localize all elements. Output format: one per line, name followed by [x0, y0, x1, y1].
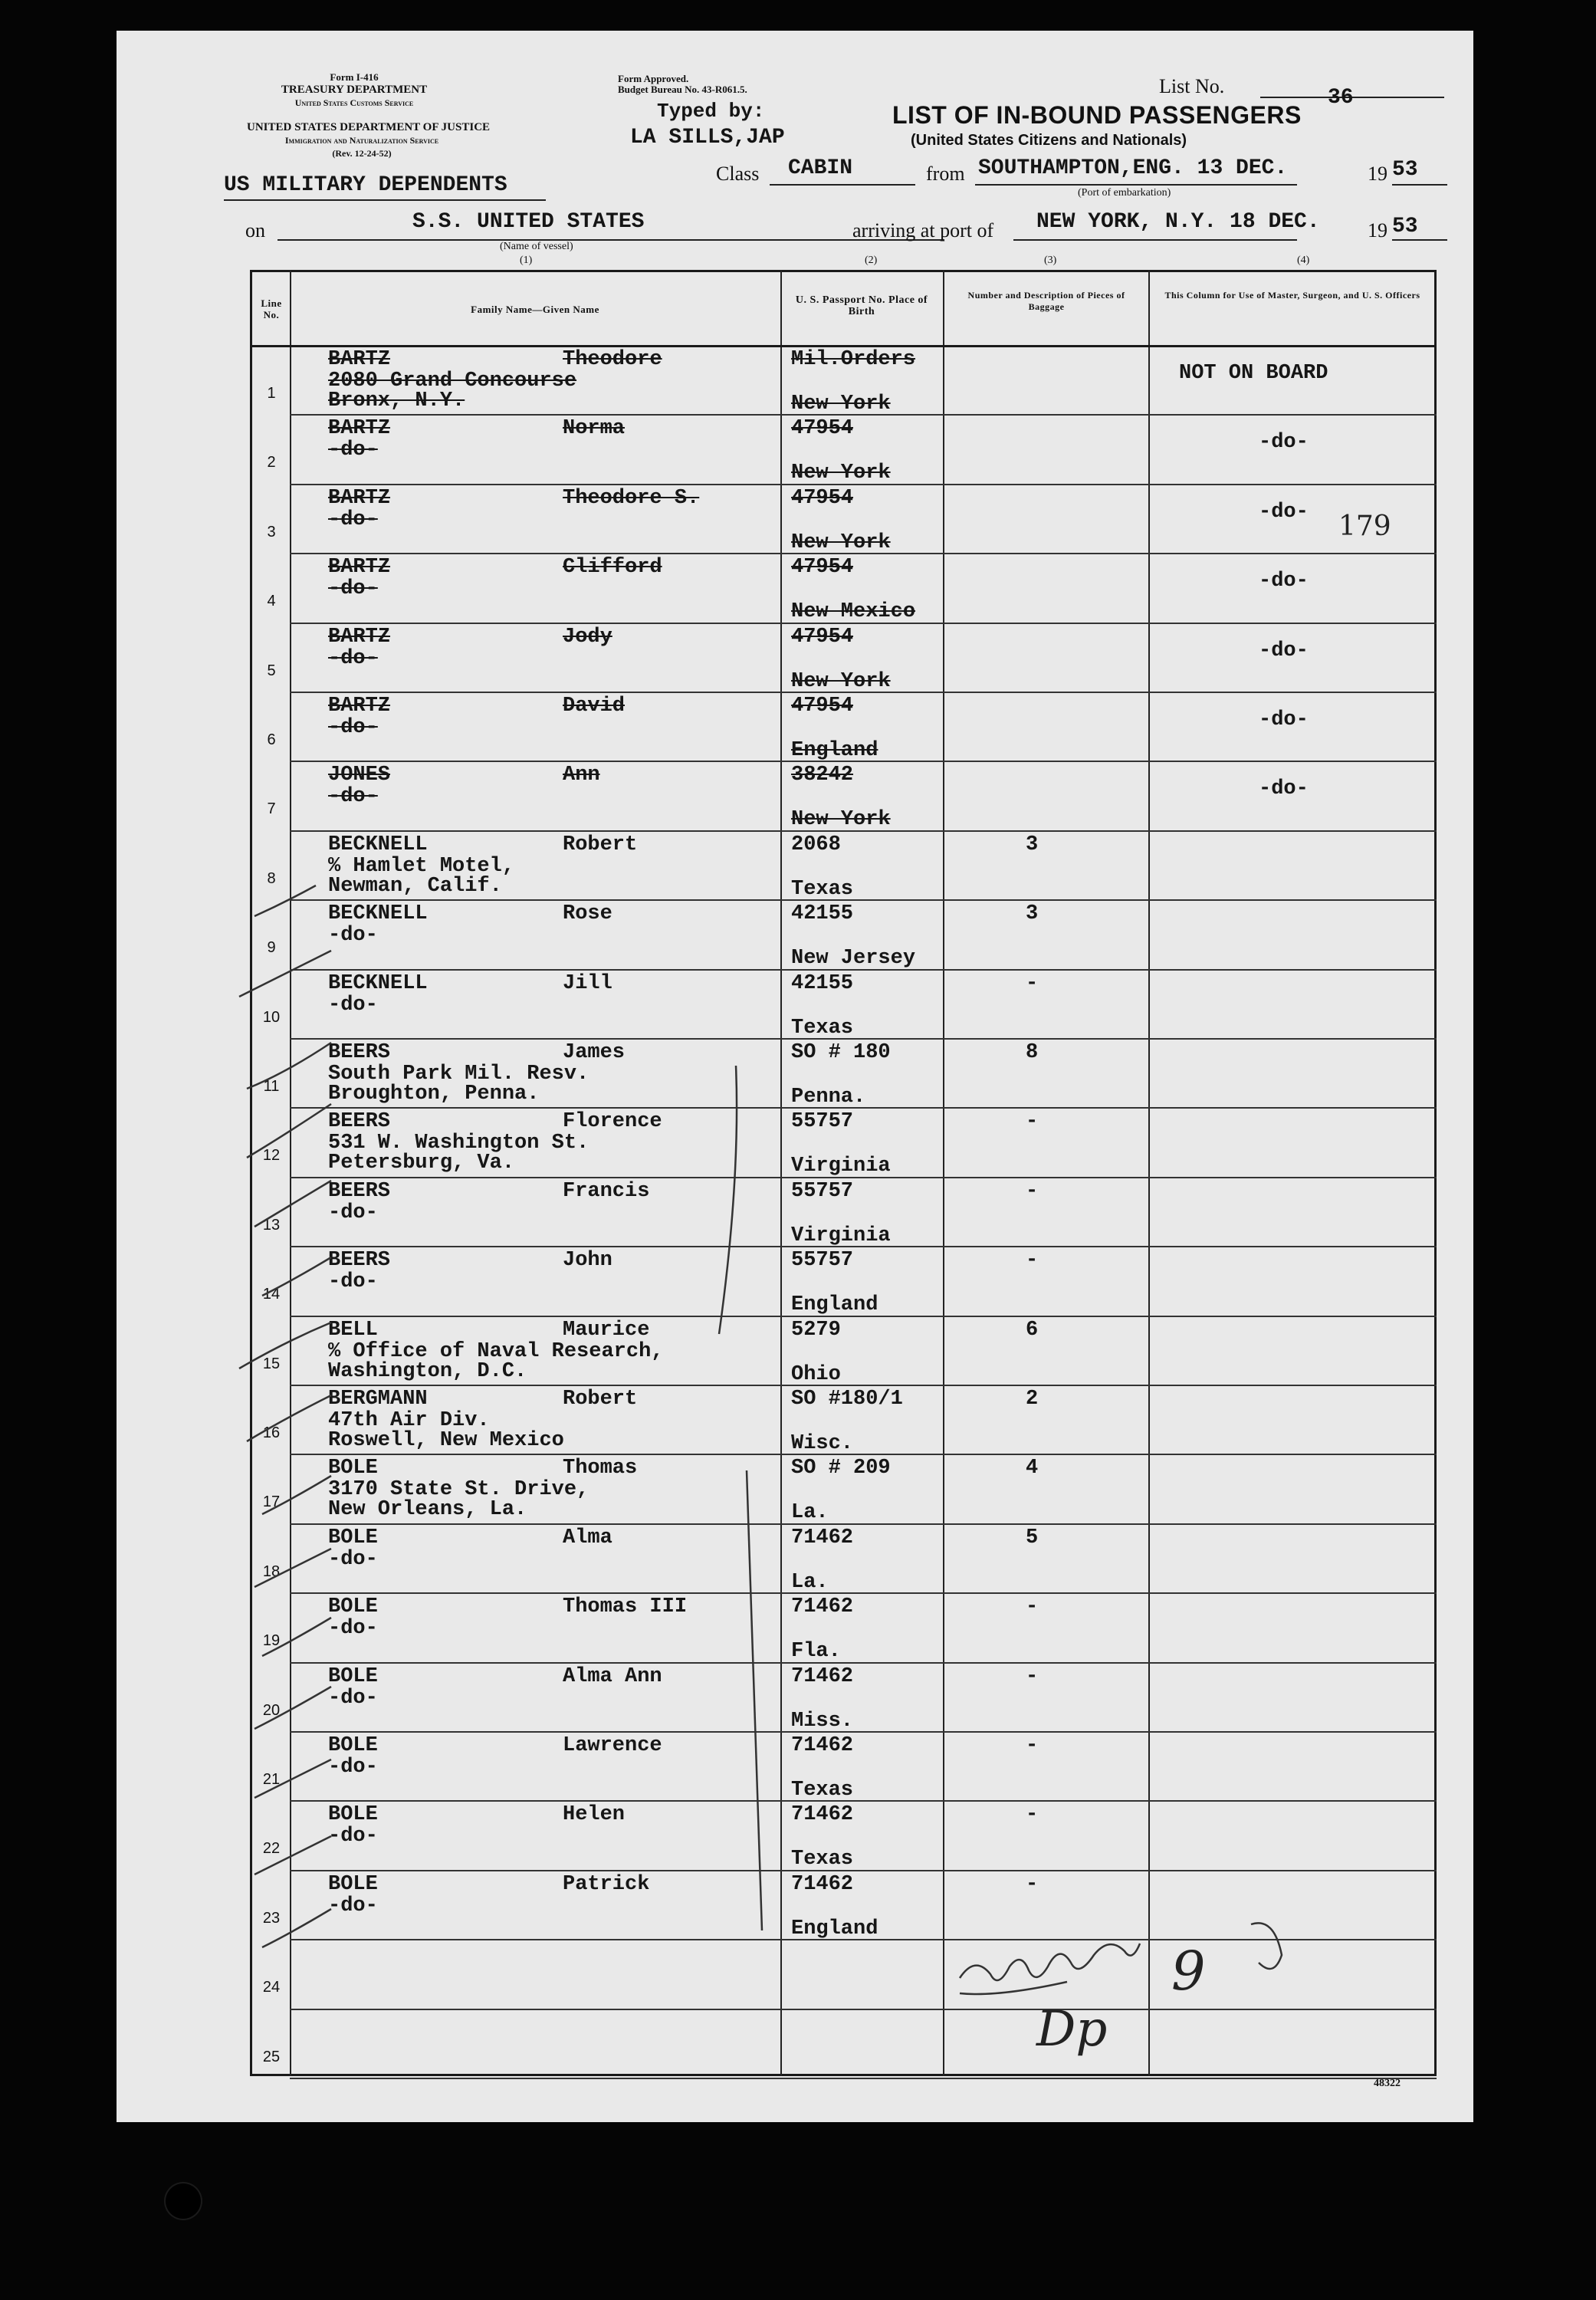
place-of-birth: New Mexico — [791, 600, 916, 624]
treasury-dept: TREASURY DEPARTMENT — [281, 84, 428, 96]
header-baggage: Number and Description of Pieces of Baggage — [967, 290, 1125, 312]
line-number: 4 — [267, 593, 276, 610]
place-of-birth: New York — [791, 669, 891, 693]
row-divider — [290, 1731, 1437, 1733]
passport-no: 71462 — [791, 1595, 854, 1619]
vessel-col-no: (1) — [520, 255, 533, 266]
address-line-1: -do- — [328, 1756, 378, 1779]
given-name: Thomas — [563, 1457, 638, 1480]
given-name: David — [563, 695, 626, 718]
list-no-value: 36 — [1328, 86, 1354, 110]
on-label: on — [245, 219, 265, 242]
address-line-2: Roswell, New Mexico — [328, 1429, 564, 1452]
row-divider — [290, 1592, 1437, 1594]
typed-by-value: LA SILLS,JAP — [630, 126, 785, 150]
address-line-1: % Hamlet Motel, — [328, 854, 515, 878]
place-of-birth: Texas — [791, 877, 854, 901]
address-line-1: -do- — [328, 1686, 378, 1710]
baggage: - — [1026, 1249, 1039, 1273]
baggage: 2 — [1026, 1388, 1039, 1411]
line-number: 10 — [262, 1008, 281, 1026]
passport-no: 47954 — [791, 556, 854, 580]
given-name: Helen — [563, 1803, 626, 1827]
baggage: - — [1026, 971, 1039, 995]
form-id-block — [247, 71, 461, 110]
family-name: BOLE — [328, 1526, 378, 1549]
given-name: Lawrence — [563, 1734, 662, 1757]
passport-no: 47954 — [791, 625, 854, 649]
arr-year: 53 — [1392, 215, 1418, 238]
arriving-label: arriving at port of — [852, 219, 994, 242]
line-number: 6 — [267, 731, 276, 748]
line-number: 16 — [262, 1424, 281, 1441]
given-name: Maurice — [563, 1318, 650, 1342]
family-name: BARTZ — [328, 348, 391, 371]
passport-no: 55757 — [791, 1110, 854, 1134]
family-name: BECKNELL — [328, 902, 428, 926]
vessel-caption: (Name of vessel) — [500, 241, 573, 252]
row-divider — [290, 2078, 1437, 2079]
family-name: BEERS — [328, 1249, 391, 1273]
baggage: - — [1026, 1595, 1039, 1619]
address-line-2: Bronx, N.Y. — [328, 389, 465, 412]
passport-no: SO #180/1 — [791, 1388, 903, 1411]
baggage: - — [1026, 1872, 1039, 1896]
given-name: Jody — [563, 625, 612, 649]
line-number: 14 — [262, 1286, 281, 1303]
family-name: BOLE — [328, 1457, 378, 1480]
baggage: - — [1026, 1803, 1039, 1827]
baggage: 3 — [1026, 902, 1039, 926]
line-number: 24 — [262, 1979, 281, 1996]
justice-dept: UNITED STATES DEPARTMENT OF JUSTICE — [247, 121, 491, 133]
line-number: 19 — [262, 1632, 281, 1650]
given-name: Francis — [563, 1179, 650, 1203]
row-divider — [290, 1038, 1437, 1040]
address-line-1: -do- — [328, 1547, 378, 1571]
address-line-2: Washington, D.C. — [328, 1359, 527, 1383]
baggage: 8 — [1026, 1041, 1039, 1064]
given-name: Alma — [563, 1526, 612, 1549]
col2-no: (2) — [865, 255, 878, 266]
list-no-label: List No. — [1159, 75, 1225, 97]
address-line-1: -do- — [328, 716, 378, 739]
row-divider — [290, 2009, 1437, 2010]
family-name: BARTZ — [328, 556, 391, 580]
col4-no: (4) — [1297, 255, 1310, 266]
address-line-1: -do- — [328, 577, 378, 601]
address-line-1: % Office of Naval Research, — [328, 1339, 664, 1363]
address-line-1: 3170 State St. Drive, — [328, 1478, 589, 1502]
row-divider — [290, 1662, 1437, 1664]
col3-no: (3) — [1044, 255, 1057, 266]
passport-no: 47954 — [791, 417, 854, 441]
address-line-2: Broughton, Penna. — [328, 1083, 540, 1106]
family-name: BOLE — [328, 1664, 378, 1688]
form-number: Form I-416 — [330, 71, 379, 83]
passport-no: 47954 — [791, 695, 854, 718]
place-of-birth: Wisc. — [791, 1432, 854, 1455]
given-name: Patrick — [563, 1872, 650, 1896]
place-of-birth: Fla. — [791, 1640, 841, 1664]
given-name: Rose — [563, 902, 612, 926]
family-name: BOLE — [328, 1872, 378, 1896]
baggage: - — [1026, 1110, 1039, 1134]
family-name: BERGMANN — [328, 1388, 428, 1411]
given-name: Alma Ann — [563, 1664, 662, 1688]
from-year-prefix: 19 — [1368, 163, 1387, 185]
given-name: Theodore S. — [563, 486, 700, 510]
line-number: 3 — [267, 523, 276, 540]
justice-dept-block — [247, 121, 491, 160]
baggage: 5 — [1026, 1526, 1039, 1549]
line-number: 22 — [262, 1840, 281, 1858]
line-number: 7 — [267, 800, 276, 818]
line-number: 13 — [262, 1216, 281, 1234]
given-name: John — [563, 1249, 612, 1273]
place-of-birth: La. — [791, 1570, 829, 1594]
from-value: SOUTHAMPTON,ENG. 13 DEC. — [978, 156, 1288, 180]
passport-no: 71462 — [791, 1803, 854, 1827]
family-name: BOLE — [328, 1595, 378, 1619]
line-number: 11 — [263, 1078, 280, 1095]
family-name: BEERS — [328, 1041, 391, 1064]
address-line-1: 47th Air Div. — [328, 1409, 490, 1432]
given-name: Thomas III — [563, 1595, 688, 1619]
baggage: 3 — [1026, 833, 1039, 856]
passport-no: 38242 — [791, 764, 854, 787]
given-name: Clifford — [563, 556, 662, 580]
line-number: 5 — [267, 662, 276, 679]
officer-note: NOT ON BOARD — [1179, 362, 1328, 385]
place-of-birth: Miss. — [791, 1709, 854, 1733]
vessel-name: S.S. UNITED STATES — [412, 210, 645, 234]
address-line-1: -do- — [328, 508, 378, 531]
row-divider — [290, 1800, 1437, 1802]
punch-hole — [166, 2183, 201, 2219]
address-line-1: -do- — [328, 646, 378, 670]
given-name: Norma — [563, 417, 626, 441]
stamp-number: 179 — [1338, 511, 1391, 542]
arr-year-prefix: 19 — [1368, 219, 1387, 242]
passport-no: SO # 180 — [791, 1041, 891, 1064]
family-name: BEERS — [328, 1110, 391, 1134]
officer-note: -do- — [1259, 570, 1309, 593]
passport-no: 47954 — [791, 486, 854, 510]
place-of-birth: New York — [791, 808, 891, 832]
address-line-1: South Park Mil. Resv. — [328, 1063, 589, 1086]
address-line-1: -do- — [328, 1617, 378, 1641]
officer-note: -do- — [1259, 708, 1309, 731]
class-label: Class — [716, 163, 760, 185]
family-name: BARTZ — [328, 486, 391, 510]
address-line-2: New Orleans, La. — [328, 1498, 527, 1522]
place-of-birth: Penna. — [791, 1086, 866, 1109]
passport-no: 71462 — [791, 1734, 854, 1757]
footer-code: 48322 — [1374, 2078, 1401, 2089]
passport-no: 71462 — [791, 1526, 854, 1549]
passport-no: 5279 — [791, 1318, 841, 1342]
row-divider — [290, 899, 1437, 901]
place-of-birth: Virginia — [791, 1224, 891, 1247]
address-line-1: -do- — [328, 785, 378, 809]
line-number: 17 — [262, 1493, 281, 1511]
baggage: - — [1026, 1734, 1039, 1757]
place-of-birth: New York — [791, 531, 891, 554]
given-name: Theodore — [563, 348, 662, 371]
line-number: 1 — [267, 385, 276, 402]
passport-no: SO # 209 — [791, 1457, 891, 1480]
given-name: Robert — [563, 1388, 638, 1411]
family-name: JONES — [328, 764, 391, 787]
address-line-1: 2080 Grand Concourse — [328, 370, 577, 393]
passport-no: 42155 — [791, 902, 854, 926]
budget-bureau: Budget Bureau No. 43-R061.5. — [618, 84, 747, 95]
form-approval — [618, 74, 747, 95]
form-revision: (Rev. 12-24-52) — [332, 148, 392, 159]
family-name: BEERS — [328, 1179, 391, 1203]
family-name: BELL — [328, 1318, 378, 1342]
line-number: 9 — [267, 939, 276, 957]
line-number: 20 — [262, 1701, 281, 1719]
given-name: Robert — [563, 833, 638, 856]
line-number: 8 — [267, 869, 276, 887]
officer-note: -do- — [1259, 500, 1309, 524]
place-of-birth: La. — [791, 1501, 829, 1525]
passport-no: 42155 — [791, 971, 854, 995]
family-name: BARTZ — [328, 695, 391, 718]
handwritten-time: 9 — [1171, 1940, 1206, 2003]
passport-no: 71462 — [791, 1664, 854, 1688]
place-of-birth: New York — [791, 462, 891, 485]
from-year: 53 — [1392, 158, 1418, 182]
place-of-birth: Texas — [791, 1016, 854, 1040]
row-divider — [290, 1454, 1437, 1455]
place-of-birth: England — [791, 1293, 878, 1317]
family-name: BARTZ — [328, 625, 391, 649]
passport-no: Mil.Orders — [791, 348, 916, 371]
baggage: 6 — [1026, 1318, 1039, 1342]
group-heading: US MILITARY DEPENDENTS — [224, 173, 507, 197]
place-of-birth: Ohio — [791, 1362, 841, 1386]
address-line-1: -do- — [328, 924, 378, 948]
address-line-2: Petersburg, Va. — [328, 1152, 515, 1175]
row-divider — [290, 1870, 1437, 1871]
place-of-birth: New Jersey — [791, 947, 916, 971]
arriving-value: NEW YORK, N.Y. 18 DEC. — [1036, 210, 1320, 234]
passenger-list-page — [117, 31, 1473, 2122]
given-name: James — [563, 1041, 626, 1064]
ins-service: Immigration and Naturalization Service — [284, 135, 439, 146]
page-subtitle: (United States Citizens and Nationals) — [911, 132, 1187, 149]
passport-no: 55757 — [791, 1249, 854, 1273]
officer-note: -do- — [1259, 431, 1309, 455]
passport-no: 2068 — [791, 833, 841, 856]
given-name: Florence — [563, 1110, 662, 1134]
page-title: LIST OF IN-BOUND PASSENGERS — [892, 101, 1302, 129]
officer-note: -do- — [1259, 777, 1309, 801]
class-value: CABIN — [788, 156, 853, 180]
baggage: - — [1026, 1664, 1039, 1688]
family-name: BECKNELL — [328, 833, 428, 856]
family-name: BOLE — [328, 1734, 378, 1757]
line-number: 2 — [267, 454, 276, 472]
place-of-birth: Virginia — [791, 1155, 891, 1178]
place-of-birth: Texas — [791, 1848, 854, 1871]
family-name: BOLE — [328, 1803, 378, 1827]
place-of-birth: England — [791, 739, 878, 762]
officer-note: -do- — [1259, 639, 1309, 662]
passport-no: 55757 — [791, 1179, 854, 1203]
line-number: 25 — [262, 2048, 281, 2065]
address-line-1: -do- — [328, 993, 378, 1017]
customs-service: United States Customs Service — [294, 97, 414, 108]
place-of-birth: England — [791, 1917, 878, 1940]
line-number: 12 — [262, 1147, 281, 1165]
header-officers: This Column for Use of Master, Surgeon, and U. S. Officers — [1164, 290, 1420, 301]
family-name: BARTZ — [328, 417, 391, 441]
address-line-2: Newman, Calif. — [328, 874, 502, 898]
approved-text: Form Approved. — [618, 73, 689, 84]
address-line-1: -do- — [328, 1825, 378, 1848]
header-name: Family Name—Given Name — [471, 304, 599, 315]
given-name: Jill — [563, 971, 612, 995]
line-number: 23 — [262, 1909, 281, 1927]
header-line-no: Line No. — [261, 297, 282, 320]
row-divider — [290, 1385, 1437, 1386]
place-of-birth: New York — [791, 393, 891, 416]
from-label: from — [926, 163, 965, 185]
line-number: 18 — [262, 1562, 281, 1580]
line-number: 21 — [262, 1771, 281, 1788]
given-name: Ann — [563, 764, 600, 787]
header-passport: U. S. Passport No. Place of Birth — [795, 294, 928, 317]
address-line-1: -do- — [328, 439, 378, 462]
line-number: 15 — [262, 1355, 281, 1372]
address-line-1: -do- — [328, 1201, 378, 1224]
row-divider — [290, 1523, 1437, 1525]
baggage: - — [1026, 1179, 1039, 1203]
signature-initials: Dp — [1036, 2001, 1108, 2058]
family-name: BECKNELL — [328, 971, 428, 995]
typed-by-label: Typed by: — [657, 100, 765, 123]
address-line-1: -do- — [328, 1894, 378, 1917]
baggage: 4 — [1026, 1457, 1039, 1480]
passport-no: 71462 — [791, 1872, 854, 1896]
port-caption: (Port of embarkation) — [1078, 187, 1171, 199]
place-of-birth: Texas — [791, 1779, 854, 1802]
address-line-1: -do- — [328, 1270, 378, 1294]
address-line-1: 531 W. Washington St. — [328, 1132, 589, 1155]
